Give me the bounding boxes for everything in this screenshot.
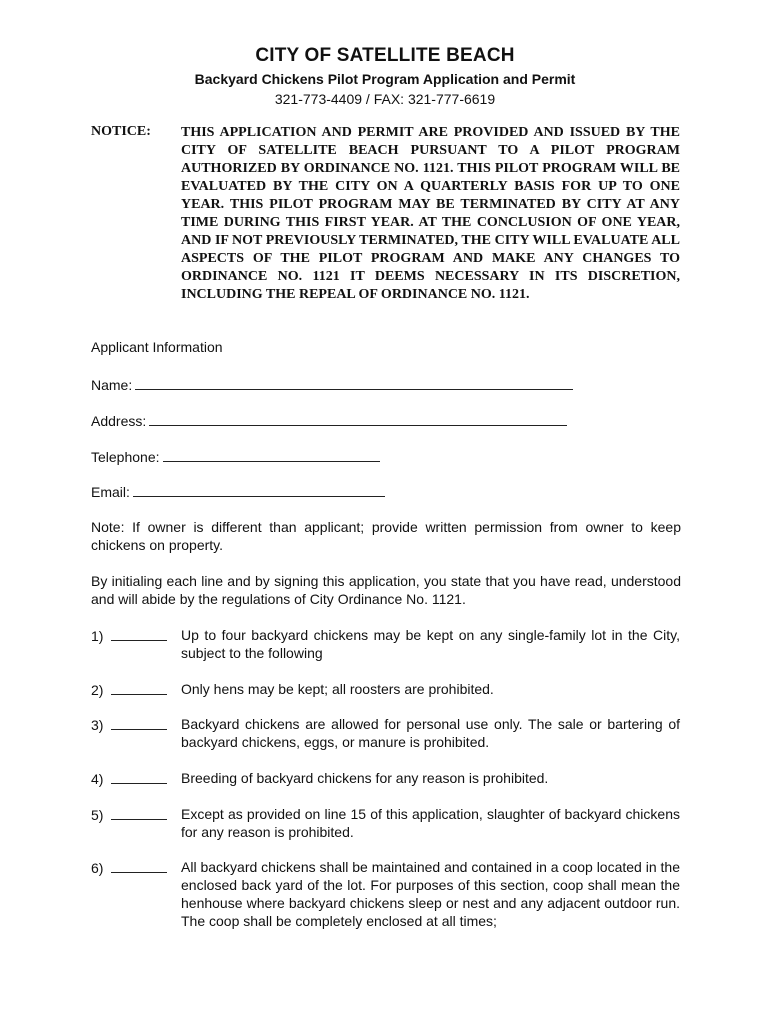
rule-number: 5) — [91, 807, 104, 823]
rule-5-text: Except as provided on line 15 of this application, slaughter of backyard chickens for any reason is prohibited. — [181, 806, 680, 840]
address-field — [91, 411, 567, 429]
name-label: Name: — [91, 377, 133, 393]
rule-6-number — [91, 858, 167, 876]
rule-6-initial-line[interactable] — [111, 858, 167, 873]
telephone-input-line[interactable] — [163, 447, 380, 462]
rule-number: 3) — [91, 717, 104, 733]
rule-number: 2) — [91, 682, 104, 698]
applicant-section-title: Applicant Information — [91, 339, 223, 355]
rule-2-text: Only hens may be kept; all roosters are prohibited. — [181, 681, 494, 697]
notice-label: NOTICE: — [91, 124, 151, 139]
email-input-line[interactable] — [133, 482, 385, 497]
rule-number: 1) — [91, 628, 104, 644]
initial-instructions: By initialing each line and by signing this application, you state that you have read, understood and will abide by the regulations of City Ordinance No. 1121. — [91, 573, 681, 607]
email-field — [91, 482, 385, 500]
rule-4-initial-line[interactable] — [111, 769, 167, 784]
rule-1-number — [91, 626, 167, 644]
owner-permission-note: Note: If owner is different than applicant; provide written permission from owner to keep chickens on property. — [91, 519, 681, 553]
contact-phone-fax: 321-773-4409 / FAX: 321-777-6619 — [274, 91, 496, 107]
rule-3-initial-line[interactable] — [111, 715, 167, 730]
document-subtitle: Backyard Chickens Pilot Program Application and Permit — [194, 71, 576, 87]
rule-4-text: Breeding of backyard chickens for any reason is prohibited. — [181, 770, 549, 786]
rule-number: 4) — [91, 771, 104, 787]
rule-3-number — [91, 715, 167, 733]
rule-6-text: All backyard chickens shall be maintained and contained in a coop located in the enclosed back yard of the lot. For purposes of this section, coop shall mean the henhouse where backyard chickens sleep or nest and any adjacent outdoor run. The coop shall be completely enclosed at all times; — [181, 859, 680, 929]
rule-3-text: Backyard chickens are allowed for personal use only. The sale or bartering of backyard chickens, eggs, or manure is prohibited. — [181, 716, 680, 750]
telephone-field — [91, 447, 380, 465]
rule-number: 6) — [91, 860, 104, 876]
rule-5-initial-line[interactable] — [111, 805, 167, 820]
rule-1-text: Up to four backyard chickens may be kept on any single-family lot in the City, subject to the following — [181, 627, 680, 661]
name-input-line[interactable] — [135, 375, 573, 390]
rule-2-number — [91, 680, 167, 698]
name-field — [91, 375, 573, 393]
rule-4-number — [91, 769, 167, 787]
email-label: Email: — [91, 484, 130, 500]
rule-1-initial-line[interactable] — [111, 626, 167, 641]
address-input-line[interactable] — [149, 411, 567, 426]
telephone-label: Telephone: — [91, 449, 160, 465]
address-label: Address: — [91, 413, 147, 429]
notice-text: THIS APPLICATION AND PERMIT ARE PROVIDED AND ISSUED BY THE CITY OF SATELLITE BEACH PURSUANT TO A PILOT PROGRAM AUTHORIZED BY ORDINANCE NO. 1121. THIS PILOT PROGRAM WILL BE EVALUATED BY THE CITY ON A QUARTERLY BASIS FOR UP TO ONE YEAR. THIS PILOT PROGRAM MAY BE TERMINATED BY CITY AT ANY TIME DURING THIS FIRST YEAR. AT THE CONCLUSION OF ONE YEAR, AND IF NOT PREVIOUSLY TERMINATED, THE CITY WILL EVALUATE ALL ASPECTS OF THE PILOT PROGRAM AND MAKE ANY CHANGES TO ORDINANCE NO. 1121 IT DEEMS NECESSARY IN ITS DISCRETION, INCLUDING THE REPEAL OF ORDINANCE NO. 1121. — [181, 125, 680, 302]
rule-2-initial-line[interactable] — [111, 680, 167, 695]
document-title: CITY OF SATELLITE BEACH — [255, 45, 515, 66]
rule-5-number — [91, 805, 167, 823]
